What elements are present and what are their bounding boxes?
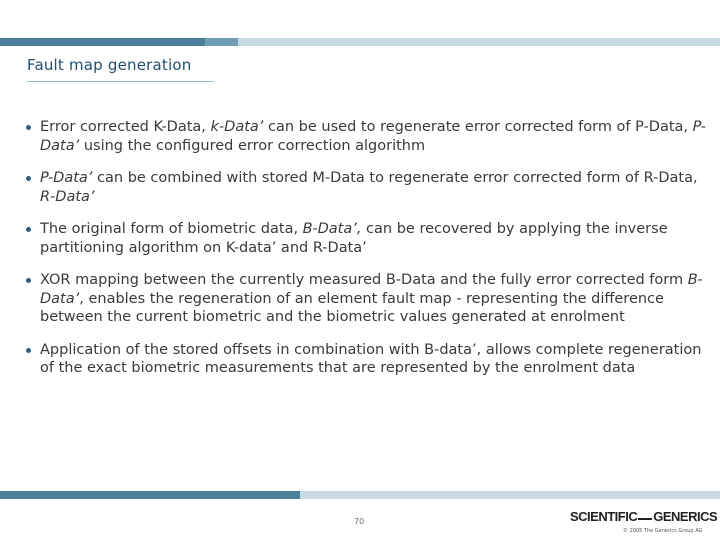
bullet-text: Error corrected K-Data, k-Data’ can be used to regenerate error corrected form of P-Data, P-Data’ using the configured error correction algorithm [40, 119, 706, 154]
logo-text-left: SCIENTIFIC [570, 509, 638, 524]
bullet-dot-icon [26, 176, 31, 181]
bullet-text: P-Data’ can be combined with stored M-Data to regenerate error corrected form of R-Data, R-Data’ [40, 170, 698, 205]
bullet-dot-icon [26, 227, 31, 232]
bullet-text: Application of the stored offsets in combination with B-data’, allows complete regeneration of the exact biometric measurements that are represented by the enrolment data [40, 341, 702, 376]
bullet-text: XOR mapping between the currently measured B-Data and the fully error corrected form B-Data’, enables the regeneration of an element fault map - representing the difference between the current biometric and the biometric values generated at enrolment [40, 272, 703, 325]
bullet-item [26, 169, 706, 206]
bullet-list [26, 118, 706, 392]
header-bar-segment-dark [0, 38, 205, 46]
logo-text-right: GENERICS [653, 509, 718, 524]
logo-underscore [638, 518, 652, 520]
page-number: 70 [354, 517, 365, 526]
company-logo [570, 509, 717, 524]
header-bar-segment-light [238, 38, 720, 46]
header-bar-segment-mid [205, 38, 238, 46]
bullet-item [26, 118, 706, 155]
footer-bar-segment-dark [0, 491, 300, 499]
bullet-item [26, 220, 706, 257]
bullet-item [26, 341, 706, 378]
footer-accent-bar [0, 491, 720, 499]
bullet-dot-icon [26, 278, 31, 283]
slide-title: Fault map generation [27, 56, 192, 74]
footer-bar-segment-light [300, 491, 720, 499]
bullet-dot-icon [26, 125, 31, 130]
bullet-item [26, 271, 706, 327]
bullet-dot-icon [26, 348, 31, 353]
copyright-notice: © 2005 The Generics Group AG [623, 528, 703, 534]
title-underline [27, 81, 214, 82]
header-accent-bar [0, 38, 720, 46]
bullet-text: The original form of biometric data, B-Data’, can be recovered by applying the inverse partitioning algorithm on K-data’ and R-Data’ [40, 221, 668, 256]
